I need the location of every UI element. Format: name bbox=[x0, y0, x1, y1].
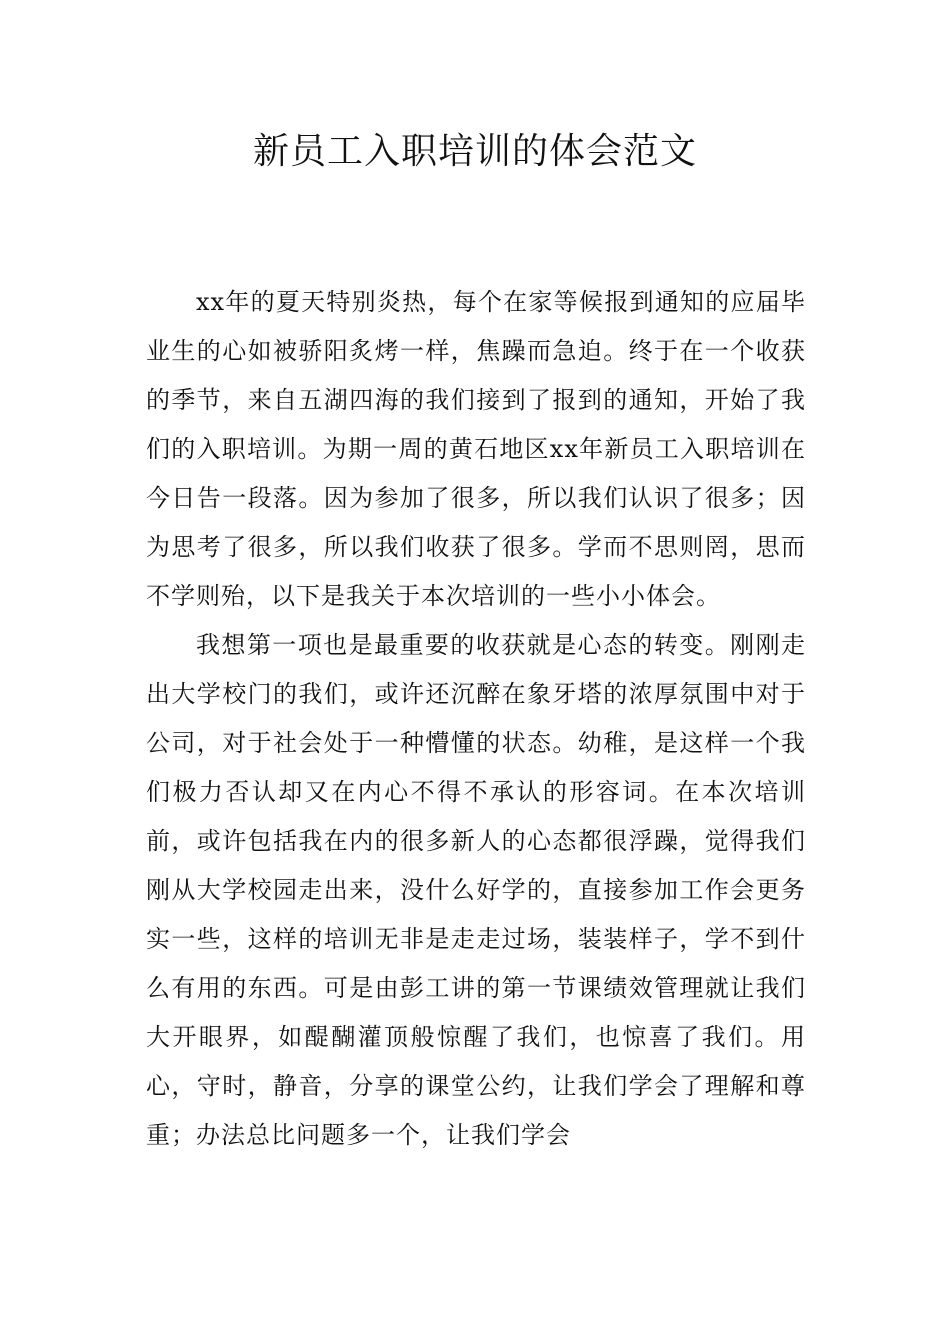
document-body bbox=[146, 278, 806, 1160]
document-title: 新员工入职培训的体会范文 bbox=[252, 131, 697, 172]
paragraph-1: xx年的夏天特别炎热，每个在家等候报到通知的应届毕业生的心如被骄阳炙烤一样，焦躁而急迫。终于在一个收获的季节，来自五湖四海的我们接到了报到的通知，开始了我们的入职培训。为期一周的黄石地区xx年新员工入职培训在今日告一段落。因为参加了很多，所以我们认识了很多；因为思考了很多，所以我们收获了很多。学而不思则罔，思而不学则殆，以下是我关于本次培训的一些小小体会。 bbox=[146, 288, 806, 610]
paragraph-2: 我想第一项也是最重要的收获就是心态的转变。刚刚走出大学校门的我们，或许还沉醉在象牙塔的浓厚氛围中对于公司，对于社会处于一种懵懂的状态。幼稚，是这样一个我们极力否认却又在内心不得不承认的形容词。在本次培训前，或许包括我在内的很多新人的心态都很浮躁，觉得我们刚从大学校园走出来，没什么好学的，直接参加工作会更务实一些，这样的培训无非是走走过场，装装样子，学不到什么有用的东西。可是由彭工讲的第一节课绩效管理就让我们大开眼界，如醍醐灌顶般惊醒了我们，也惊喜了我们。用心，守时，静音，分享的课堂公约，让我们学会了理解和尊重；办法总比问题多一个，让我们学会 bbox=[146, 631, 806, 1149]
